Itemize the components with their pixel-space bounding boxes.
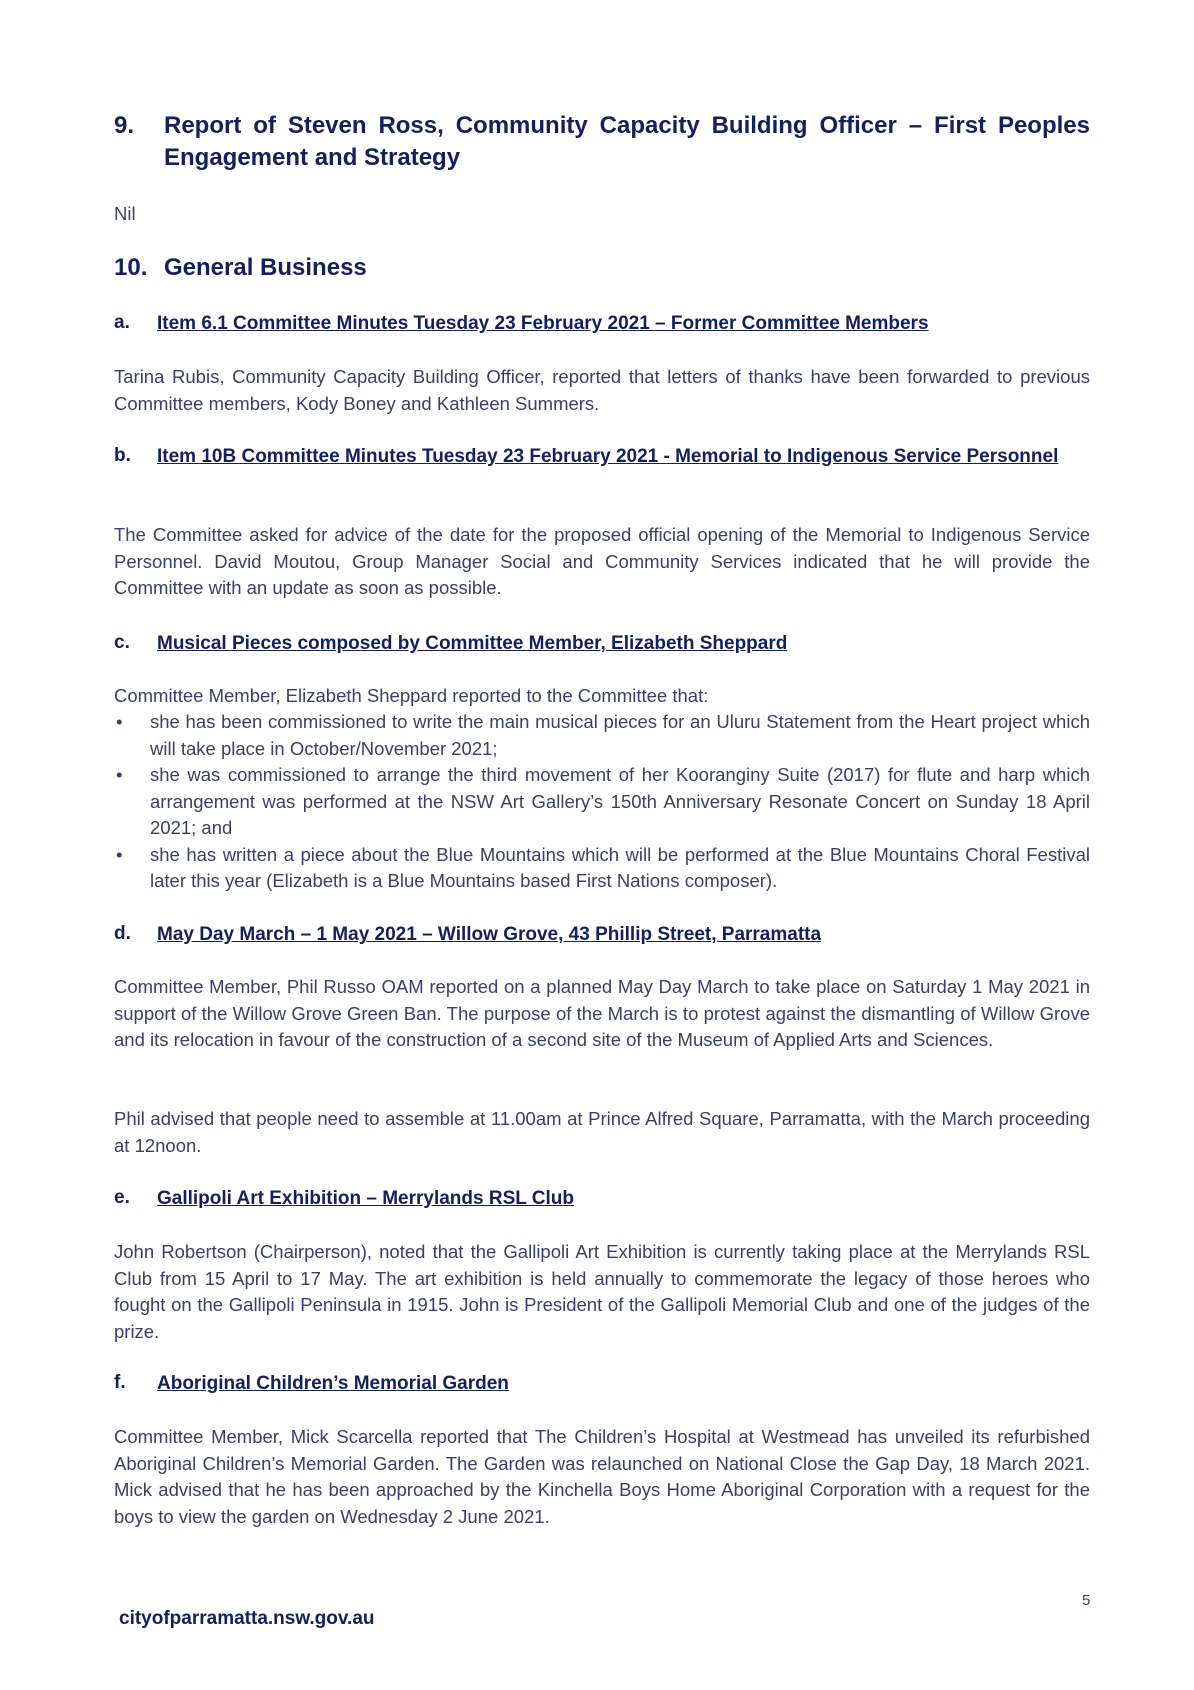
item-f-letter: f. xyxy=(114,1372,126,1393)
item-c-title: Musical Pieces composed by Committee Member, Elizabeth Sheppard xyxy=(157,633,788,654)
page-number: 5 xyxy=(1082,1592,1091,1609)
item-d-letter: d. xyxy=(114,923,131,944)
bullet-icon: • xyxy=(116,711,123,732)
item-a-body: Tarina Rubis, Community Capacity Building Officer, reported that letters of thanks have been forwarded to previous Committee members, Kody Boney and Kathleen Summers. xyxy=(114,366,1090,414)
section-10-number: 10. xyxy=(114,254,148,281)
list-item-text: she has written a piece about the Blue Mountains which will be performed at the Blue Mountains Choral Festival later this year (Elizabeth is a Blue Mountains based First Nations composer). xyxy=(150,843,1090,891)
item-a-title: Item 6.1 Committee Minutes Tuesday 23 February 2021 – Former Committee Members xyxy=(157,313,929,334)
bullet-icon: • xyxy=(116,764,123,785)
item-e-letter: e. xyxy=(114,1187,130,1208)
item-e-body: John Robertson (Chairperson), noted that the Gallipoli Art Exhibition is currently taking place at the Merrylands RSL Club from 15 April to 17 May. The art exhibition is held annually to commemorate the legacy of those heroes who fought on the Gallipoli Peninsula in 1915. John is President of the Gallipoli Memorial Club and one of the judges of the prize. xyxy=(114,1241,1090,1342)
item-e-title: Gallipoli Art Exhibition – Merrylands RSL Club xyxy=(157,1188,574,1209)
list-item-text: she has been commissioned to write the main musical pieces for an Uluru Statement from the Heart project which will take place in October/November 2021; xyxy=(150,711,1090,759)
list-item xyxy=(114,762,1090,842)
item-c-bullet-list xyxy=(114,709,1090,895)
item-d-body-2: Phil advised that people need to assemble at 11.00am at Prince Alfred Square, Parramatta, with the March proceeding at 12noon. xyxy=(114,1108,1090,1156)
list-item xyxy=(114,709,1090,762)
section-9-number: 9. xyxy=(114,112,135,139)
item-b-body: The Committee asked for advice of the date for the proposed official opening of the Memorial to Indigenous Service Personnel. David Moutou, Group Manager Social and Community Services indicated that he will provide the Committee with an update as soon as possible. xyxy=(114,524,1090,598)
item-f-title: Aboriginal Children’s Memorial Garden xyxy=(157,1373,509,1394)
section-10-title: General Business xyxy=(164,254,367,281)
item-d-body-1: Committee Member, Phil Russo OAM reported on a planned May Day March to take place on Saturday 1 May 2021 in support of the Willow Grove Green Ban. The purpose of the March is to protest against the dismantling of Willow Grove and its relocation in favour of the construction of a second site of the Museum of Applied Arts and Sciences. xyxy=(114,976,1090,1050)
item-c-intro: Committee Member, Elizabeth Sheppard reported to the Committee that: xyxy=(114,685,709,706)
item-b-title: Item 10B Committee Minutes Tuesday 23 February 2021 - Memorial to Indigenous Service Personnel xyxy=(157,446,1059,467)
footer-website-link[interactable]: cityofparramatta.nsw.gov.au xyxy=(119,1608,375,1629)
list-item xyxy=(114,842,1090,895)
section-9-title: Report of Steven Ross, Community Capacity Building Officer – First Peoples Engagement and Strategy xyxy=(164,112,1090,171)
list-item-text: she was commissioned to arrange the third movement of her Kooranginy Suite (2017) for flute and harp which arrangement was performed at the NSW Art Gallery’s 150th Anniversary Resonate Concert on Sunday 18 April 2021; and xyxy=(150,764,1090,838)
bullet-icon: • xyxy=(116,843,123,865)
item-a-letter: a. xyxy=(114,312,130,333)
section-9-body: Nil xyxy=(114,203,136,224)
item-b-letter: b. xyxy=(114,445,131,466)
item-c-letter: c. xyxy=(114,632,130,653)
item-d-title: May Day March – 1 May 2021 – Willow Grove, 43 Phillip Street, Parramatta xyxy=(157,924,822,945)
item-f-body: Committee Member, Mick Scarcella reported that The Children’s Hospital at Westmead has unveiled its refurbished Aboriginal Children’s Memorial Garden. The Garden was relaunched on National Close the Gap Day, 18 March 2021. Mick advised that he has been approached by the Kinchella Boys Home Aboriginal Corporation with a request for the boys to view the garden on Wednesday 2 June 2021. xyxy=(114,1426,1090,1527)
